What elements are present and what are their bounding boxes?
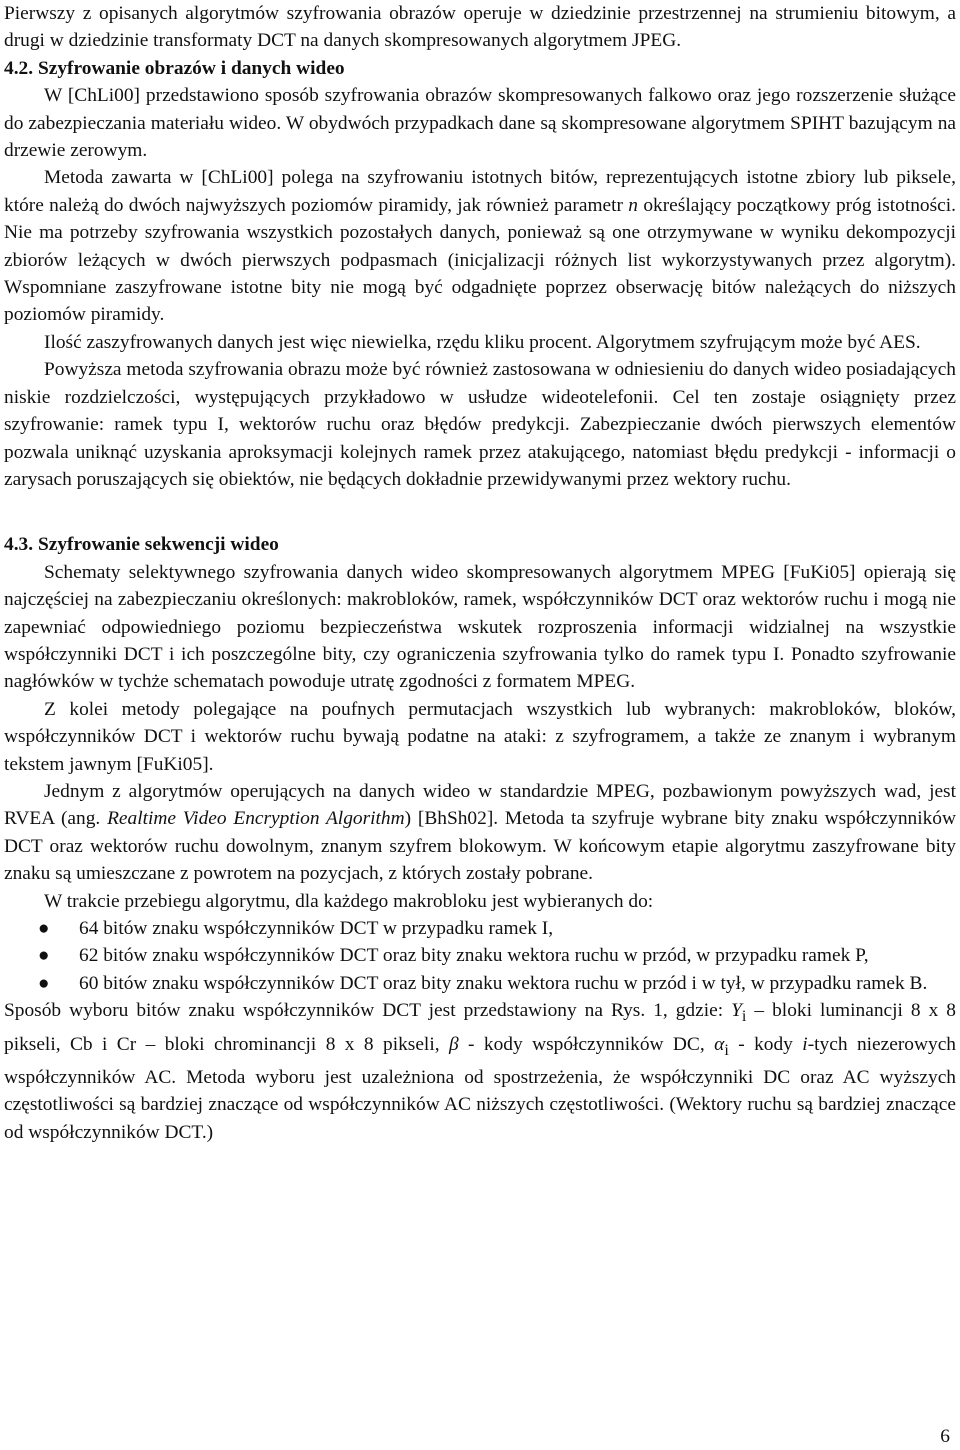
paragraph: Powyższa metoda szyfrowania obrazu może być również zastosowana w odniesieniu do danych wideo posiadających niskie rozdzielczości, występujących przykładowo w usłudze wideotelefonii. Cel ten zostaje osiągnięty przez szyfrowanie: ramek typu I, wektorów ruchu oraz błędów predykcji. Zabezpieczanie dwóch pierwszych elementów pozwala uniknąć uzyskania aproksymacji kolejnych ramek przez atakującego, natomiast błędu predykcji - informacji o zarysach poruszających się obiektów, nie będących dokładnie przewidywanymi przez wektory ruchu. — [4, 359, 956, 490]
bullet-icon: ● — [38, 972, 50, 994]
bullet-icon: ● — [38, 918, 50, 939]
paragraph: Metoda zawarta w [ChLi00] polega na szyfrowaniu istotnych bitów, reprezentujących istotne zbiory lub piksele, które należą do dwóch najwyższych poziomów piramidy, jak również parametr n określający początkowy próg istotności. Nie ma potrzeby szyfrowania wszystkich pozostałych danych, ponieważ są one otrzymywane w wyniku dekompozycji zbiorów leżących w dwóch pierwszych podpasmach (inicjalizacji różnych list wykorzystywanych przez algorytm). Wspomniane zaszyfrowane istotne bity nie mogą być odgadnięte poprzez obserwację bitów należących do niższych poziomów piramidy. — [4, 167, 956, 326]
paragraph: Sposób wyboru bitów znaku współczynników DCT jest przedstawiony na Rys. 1, gdzie: $Y_i$ – bloki luminancji 8 x 8 pikseli, Cb i Cr – bloki chrominancji 8 x 8 pikseli, β - kody współczynników DC, $\alpha_i$ - kody i-tych niezerowych współczynników AC. Metoda wyboru jest uzależniona od spostrzeżenia, że współczynniki DC oraz AC wyższych częstotliwości są bardziej znaczące od współczynników AC niższych częstotliwości. (Wektory ruchu są bardziej znaczące od współczynników DCT.) — [4, 1000, 956, 1143]
document-page — [4, 0, 956, 1146]
italic-term: Realtime Video Encryption Algorithm — [107, 808, 405, 830]
paragraph: W [ChLi00] przedstawiono sposób szyfrowania obrazów skompresowanych falkowo oraz jego rozszerzenie służące do zabezpieczania materiału wideo. W obydwóch przypadkach dane są skompresowane algorytmem SPIHT bazującym na drzewie zerowym. — [4, 85, 956, 162]
bullet-icon: ● — [38, 945, 50, 967]
paragraph: Schematy selektywnego szyfrowania danych wideo skompresowanych algorytmem MPEG [FuKi05] opierają się najczęściej na zabezpieczaniu określonych: makrobloków, ramek, współczynników DCT oraz wektorów ruchu i mogą nie zapewniać odpowiedniego poziomu bezpieczeństwa wskutek rozproszenia informacji widzialnej na wszystkie współczynniki DCT i ich poszczególne bity, czy ograniczenia szyfrowania tylko do ramek typu I. Ponadto szyfrowanie nagłówków w tychże schematach powoduje utratę zgodności z formatem MPEG. — [4, 561, 956, 693]
section-title: Szyfrowanie sekwencji wideo — [37, 534, 279, 556]
list-item: ● 62 bitów znaku współczynników DCT oraz bity znaku wektora ruchu w przód, w przypadku ramek P, — [4, 942, 956, 969]
italic-variable: n — [628, 194, 638, 216]
page-number: 6 — [940, 1426, 950, 1447]
section-heading-4-3 — [4, 531, 956, 558]
paragraph: Jednym z algorytmów operujących na danych wideo w standardzie MPEG, pozbawionym powyższych wad, jest RVEA (ang. Realtime Video Encryption Algorithm) [BhSh02]. Metoda ta szyfruje wybrane bity znaku współczynników DCT oraz wektorów ruchu dowolnym, znanym szyfrem blokowym. W końcowym etapie algorytmu zaszyfrowane bity znaku są umieszczane z powrotem na pozycjach, z których zostały pobrane. — [4, 780, 956, 885]
paragraph: Ilość zaszyfrowanych danych jest więc niewielka, rzędu kliku procent. Algorytmem szyfrującym może być AES. — [44, 331, 921, 353]
section-heading-4-2 — [4, 55, 956, 82]
list-item: ● 60 bitów znaku współczynników DCT oraz bity znaku wektora ruchu w przód i w tył, w przypadku ramek B. — [4, 970, 956, 997]
bullet-list — [4, 915, 956, 997]
list-item: ● 64 bitów znaku współczynników DCT w przypadku ramek I, — [4, 915, 956, 942]
paragraph: W trakcie przebiegu algorytmu, dla każdego makrobloku jest wybieranych do: — [44, 890, 654, 912]
section-number: 4.2. — [4, 57, 34, 79]
section-number: 4.3. — [4, 534, 34, 556]
paragraph: Z kolei metody polegające na poufnych permutacjach wszystkich lub wybranych: makrobloków, bloków, współczynników DCT i wektorów ruchu bywają podatne na ataki: z szyfrogramem, a także ze znanym i wybranym tekstem jawnym [FuKi05]. — [4, 698, 956, 775]
section-title: Szyfrowanie obrazów i danych wideo — [37, 57, 345, 79]
intro-paragraph: Pierwszy z opisanych algorytmów szyfrowania obrazów operuje w dziedzinie przestrzennej na strumieniu bitowym, a drugi w dziedzinie transformaty DCT na danych skompresowanych algorytmem JPEG. — [4, 3, 956, 52]
